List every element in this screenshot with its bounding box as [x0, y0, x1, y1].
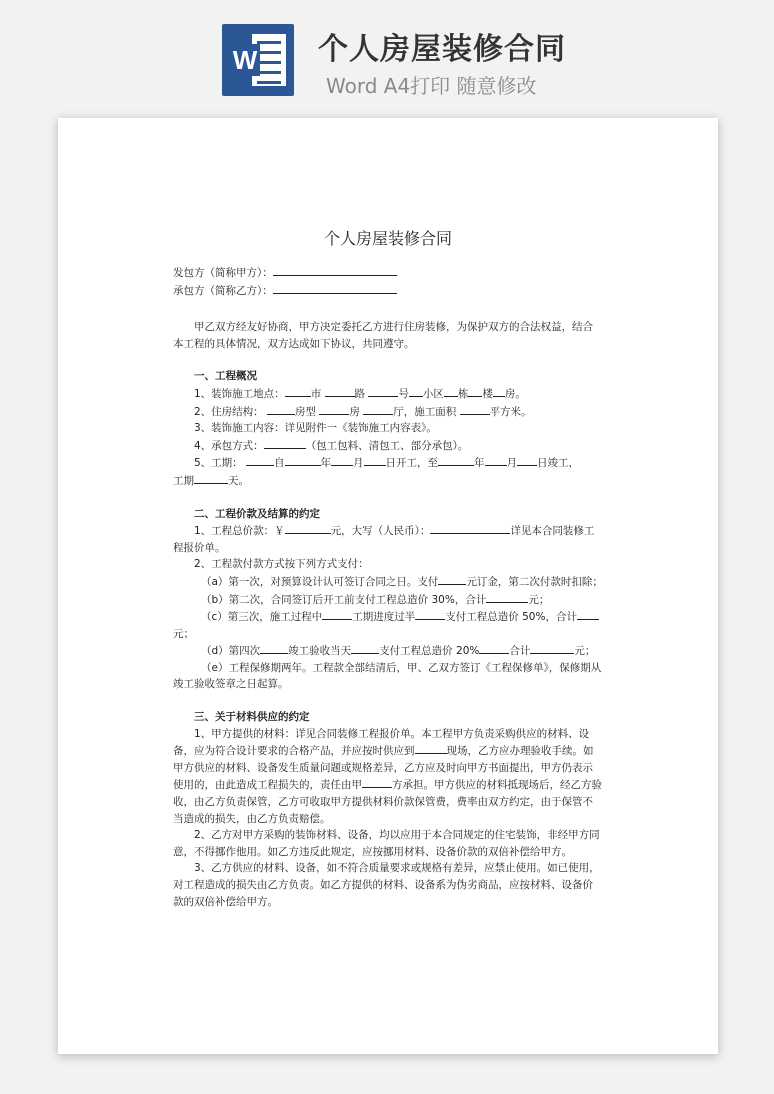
s1-item-1: 1、装饰施工地点： 市 路 号 小区 栋 楼 房。: [173, 385, 603, 403]
document-body: [173, 228, 603, 910]
s2-item-b: （b）第二次，合同签订后开工前支付工程总造价 30%，合计 元；: [173, 591, 603, 609]
word-icon-letter: W: [230, 44, 260, 76]
intro-paragraph: 甲乙双方经友好协商，甲方决定委托乙方进行住房装修，为保护双方的合法权益，结合本工程的具体情况，双方达成如下协议，共同遵守。: [173, 321, 593, 350]
s3-item-1: 1、甲方提供的材料：详见合同装修工程报价单。本工程甲方负责采购供应的材料、设备，应为符合设计要求的合格产品，并应按时供应到 现场，乙方应办理验收手续。如甲方供应的材料、设备发生质量问题或规格差异，乙方应及时向甲方书面提出，甲方仍表示使用的，由此造成工程损失的，责任由甲 方承担。甲方供应的材料抵现场后，经乙方验收，由乙方负责保管，乙方可收取甲方提供材料价款保管费，费率由双方约定，由于保管不当造成的损失，由乙方负责赔偿。: [173, 727, 602, 825]
section-3-heading: 三、关于材料供应的约定: [194, 711, 310, 724]
s1-item-2: 2、住房结构： 房型 房 厅，施工面积 平方米。: [173, 403, 603, 421]
banner-subtitle: Word A4打印 随意修改: [326, 74, 537, 98]
party-a-line: [173, 264, 603, 282]
s2-item-2: 2、工程款付款方式按下列方式支付：: [194, 558, 369, 571]
s2-item-d: （d）第四次 竣工验收当天 支付工程总造价 20% 合计 元；: [173, 642, 603, 660]
word-doc-icon: [222, 24, 294, 96]
s2-item-1: 1、工程总价款：￥ 元，大写（人民币）： 详见本合同装修工程报价单。: [173, 522, 603, 556]
party-b-blank[interactable]: [273, 282, 397, 294]
s1-item-3: 3、装饰施工内容：详见附件一《装饰施工内容表》。: [194, 422, 437, 435]
section-1-heading: 一、工程概况: [194, 370, 257, 383]
party-b-line: [173, 282, 603, 300]
s2-item-a: （a）第一次，对预算设计认可签订合同之日。支付 元订金，第二次付款时扣除；: [173, 573, 603, 591]
section-2-heading: 二、工程价款及结算的约定: [194, 507, 320, 520]
s3-item-2: 2、乙方对甲方采购的装饰材料、设备，均以应用于本合同规定的住宅装饰，非经甲方同意，不得挪作他用。如乙方违反此规定，应按挪用材料、设备价款的双倍补偿给甲方。: [173, 829, 600, 858]
s2-item-e: （e）工程保修期两年。工程款全部结清后，甲、乙双方签订《工程保修单》，保修期从竣工验收签章之日起算。: [173, 661, 602, 691]
document-title: 个人房屋装修合同: [323, 229, 452, 248]
s1-item-4: 4、承包方式： （包工包料、清包工、部分承包）。: [173, 437, 603, 455]
party-b-label: 承包方（简称乙方）：: [173, 284, 273, 297]
s1-item-5-cont: 工期 天。: [173, 472, 603, 490]
s2-item-c: （c）第三次，施工过程中 工期进度过半 支付工程总造价 50%，合计元；: [173, 608, 603, 642]
party-a-label: 发包方（简称甲方）：: [173, 267, 273, 279]
document-page: [58, 118, 718, 1054]
s3-item-3: 3、乙方供应的材料、设备，如不符合质量要求或规格有差异，应禁止使用。如已使用，对工程造成的损失由乙方负责。如乙方提供的材料、设备系为伪劣商品，应按材料、设备价款的双倍补偿给甲方。: [173, 862, 600, 908]
s1-item-5: 5、工期： 自 年 月 日开工，至 年 月 日竣工，: [173, 454, 603, 472]
banner-title: 个人房屋装修合同: [318, 32, 566, 67]
banner: [0, 0, 774, 110]
party-a-blank[interactable]: [273, 264, 397, 276]
